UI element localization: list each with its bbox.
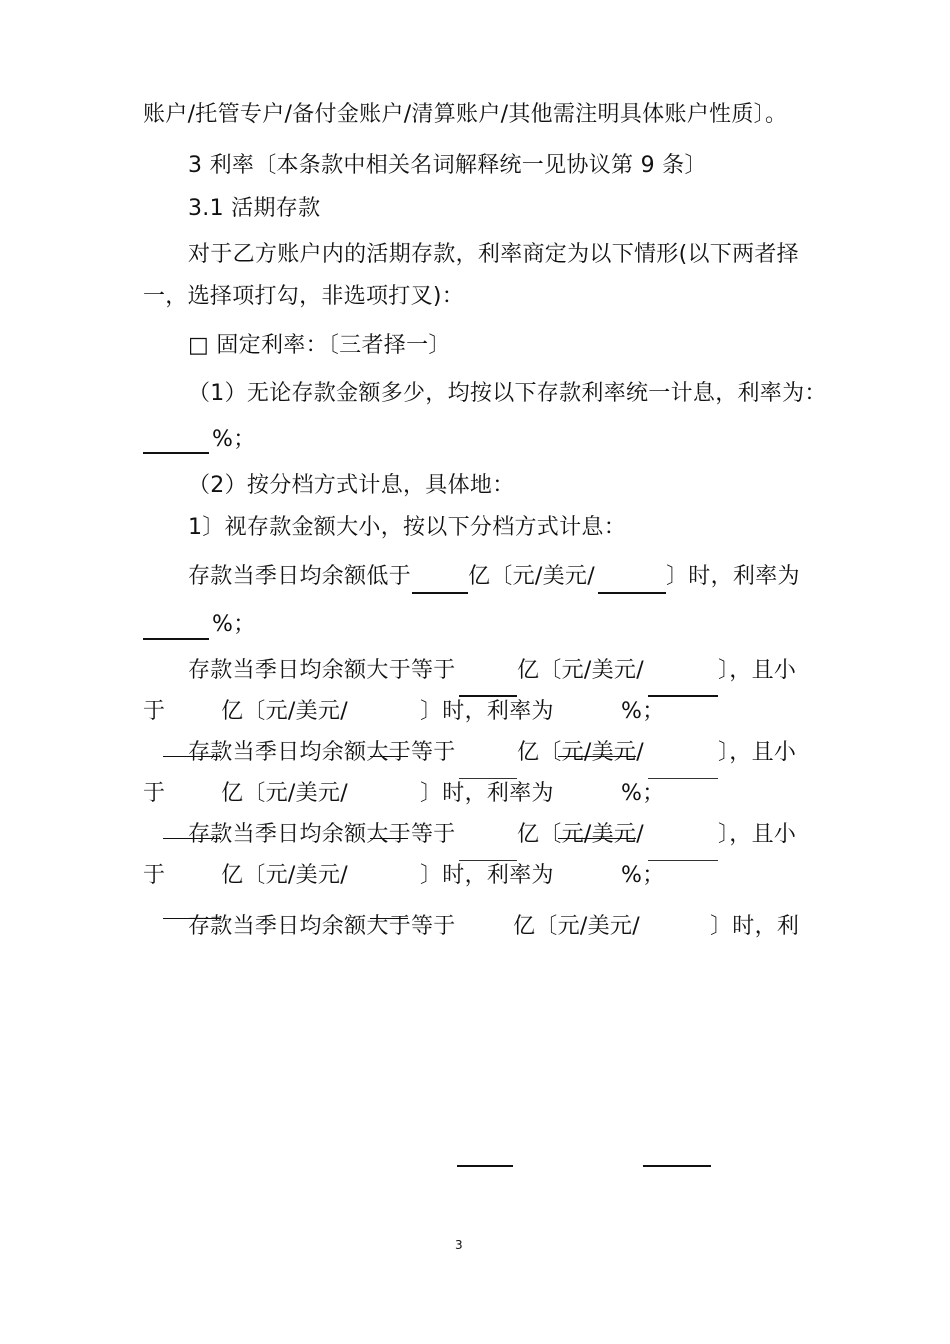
and-less-label: 〕，且小 xyxy=(718,658,797,683)
currency-label: 亿〔元/美元/ xyxy=(221,699,348,724)
blank-amount-field xyxy=(457,1165,513,1167)
tier-from-label: 存款当季日均余额大于等于 xyxy=(188,740,456,765)
percent-label: %； xyxy=(212,612,256,637)
blank-amount-field xyxy=(412,592,468,594)
tier-from-label: 存款当季日均余额大于等于 xyxy=(188,914,456,939)
text-line-account-types: 账户/托管专户/备付金账户/清算账户/其他需注明具体账户性质〕。 xyxy=(143,102,788,127)
paragraph-line: 一，选择项打勾，非选项打叉)： xyxy=(143,284,465,309)
currency-label: 亿〔元/美元/ xyxy=(517,658,644,683)
percent-label: %； xyxy=(621,863,665,888)
and-less-label: 〕，且小 xyxy=(718,822,797,847)
percent-label: %； xyxy=(621,781,665,806)
than-label: 于 xyxy=(143,699,166,724)
section-heading-interest-rate: 3 利率〔本条款中相关名词解释统一见协议第 9 条〕 xyxy=(188,153,707,178)
option-fixed-rate: □ 固定利率：〔三者择一〕 xyxy=(188,333,451,358)
than-label: 于 xyxy=(143,781,166,806)
currency-label: 亿〔元/美元/ xyxy=(221,781,348,806)
currency-label: 亿〔元/美元/ xyxy=(517,822,644,847)
blank-currency-field xyxy=(643,1165,711,1167)
blank-rate-field xyxy=(143,638,209,640)
currency-label: 亿〔元/美元/ xyxy=(513,914,640,939)
tier-from-label: 存款当季日均余额大于等于 xyxy=(188,822,456,847)
tier-low-label: 存款当季日均余额低于 xyxy=(188,564,412,589)
blank-rate-field xyxy=(143,452,209,454)
rate-label: 〕时，利率为 xyxy=(420,863,554,888)
clause-1: （1）无论存款金额多少，均按以下存款利率统一计息，利率为： xyxy=(188,381,827,406)
subsection-heading-demand-deposit: 3.1 活期存款 xyxy=(188,196,321,221)
currency-label: 亿〔元/美元/ xyxy=(221,863,348,888)
tier-from-label: 存款当季日均余额大于等于 xyxy=(188,658,456,683)
currency-label: 亿〔元/美元/ xyxy=(468,564,595,589)
rate-label: 〕时，利率为 xyxy=(420,699,554,724)
and-less-label: 〕，且小 xyxy=(718,740,797,765)
than-label: 于 xyxy=(143,863,166,888)
rate-label: 〕时，利 xyxy=(710,914,800,939)
page-number: 3 xyxy=(455,1238,463,1252)
clause-2-item-1: 1〕视存款金额大小，按以下分档方式计息： xyxy=(188,515,626,540)
paragraph-line: 对于乙方账户内的活期存款，利率商定为以下情形(以下两者择 xyxy=(188,242,799,267)
clause-2: （2）按分档方式计息，具体地： xyxy=(188,473,515,498)
percent-label: %； xyxy=(212,427,256,452)
currency-label: 亿〔元/美元/ xyxy=(517,740,644,765)
rate-label: 〕时，利率为 xyxy=(420,781,554,806)
rate-label: 〕时，利率为 xyxy=(666,564,800,589)
blank-currency-field xyxy=(598,592,666,594)
percent-label: %； xyxy=(621,699,665,724)
